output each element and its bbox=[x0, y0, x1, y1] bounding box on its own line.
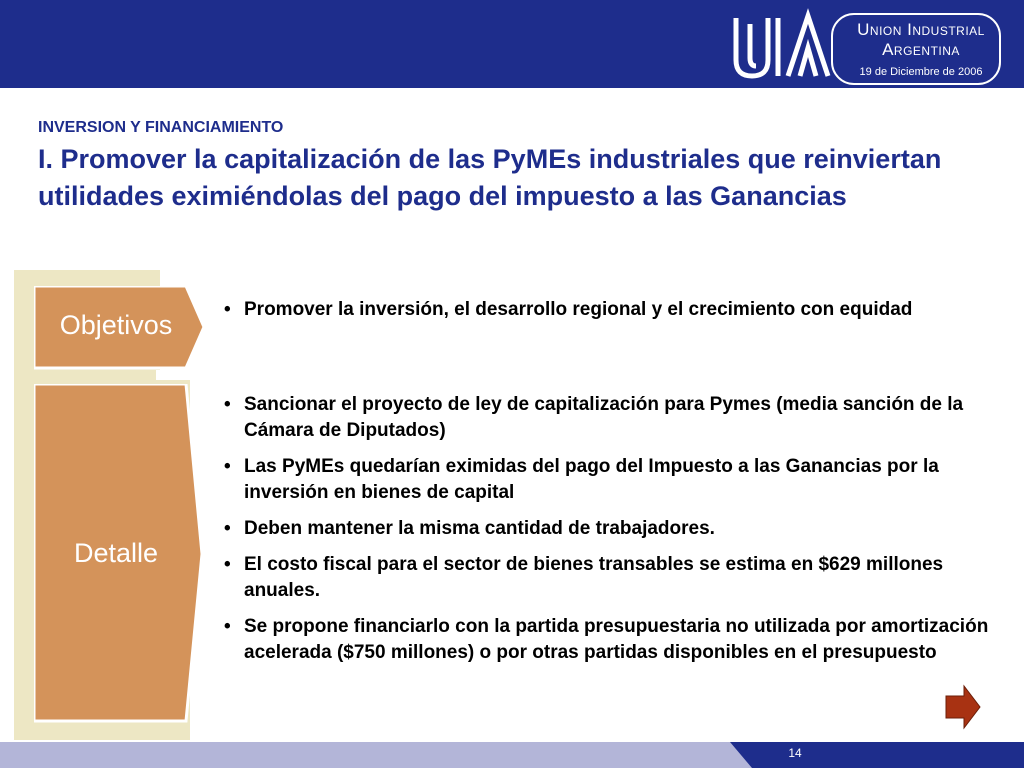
org-name-line2: Argentina bbox=[882, 40, 960, 59]
detalle-bullet: • Las PyMEs quedarían eximidas del pago del Impuesto a las Ganancias por la inversión en bienes de capital bbox=[220, 454, 1000, 506]
detalle-bullet: • Deben mantener la misma cantidad de trabajadores. bbox=[220, 516, 1000, 542]
detalle-bullet: • Se propone financiarlo con la partida presupuestaria no utilizada por amortización acelerada ($750 millones) o por otras partidas disponibles en el presupuesto bbox=[220, 614, 1000, 666]
org-name-line1: Union Industrial bbox=[857, 20, 985, 39]
detalle-bullet: • Sancionar el proyecto de ley de capitalización para Pymes (media sanción de la Cámara de Diputados) bbox=[220, 392, 1000, 444]
footer-accent bbox=[0, 742, 1024, 768]
header-date: 19 de Diciembre de 2006 bbox=[859, 66, 983, 78]
slide-title: I. Promover la capitalización de las PyMEs industriales que reinviertan utilidades eximiéndolas del pago del impuesto a las Ganancias bbox=[38, 144, 942, 211]
objetivos-label: Objetivos bbox=[59, 310, 173, 340]
page-number: 14 bbox=[788, 746, 802, 760]
detalle-bullet-list bbox=[220, 392, 1000, 676]
section-label: INVERSION Y FINANCIAMIENTO bbox=[38, 119, 284, 136]
objetivos-bullet-list bbox=[220, 297, 990, 333]
objetivos-bullet: • Promover la inversión, el desarrollo regional y el crecimiento con equidad bbox=[220, 297, 990, 323]
next-slide-arrow-icon[interactable] bbox=[944, 684, 982, 730]
detalle-bullet: • El costo fiscal para el sector de bienes transables se estima en $629 millones anuales. bbox=[220, 552, 1000, 604]
detalle-label: Detalle bbox=[73, 538, 159, 568]
